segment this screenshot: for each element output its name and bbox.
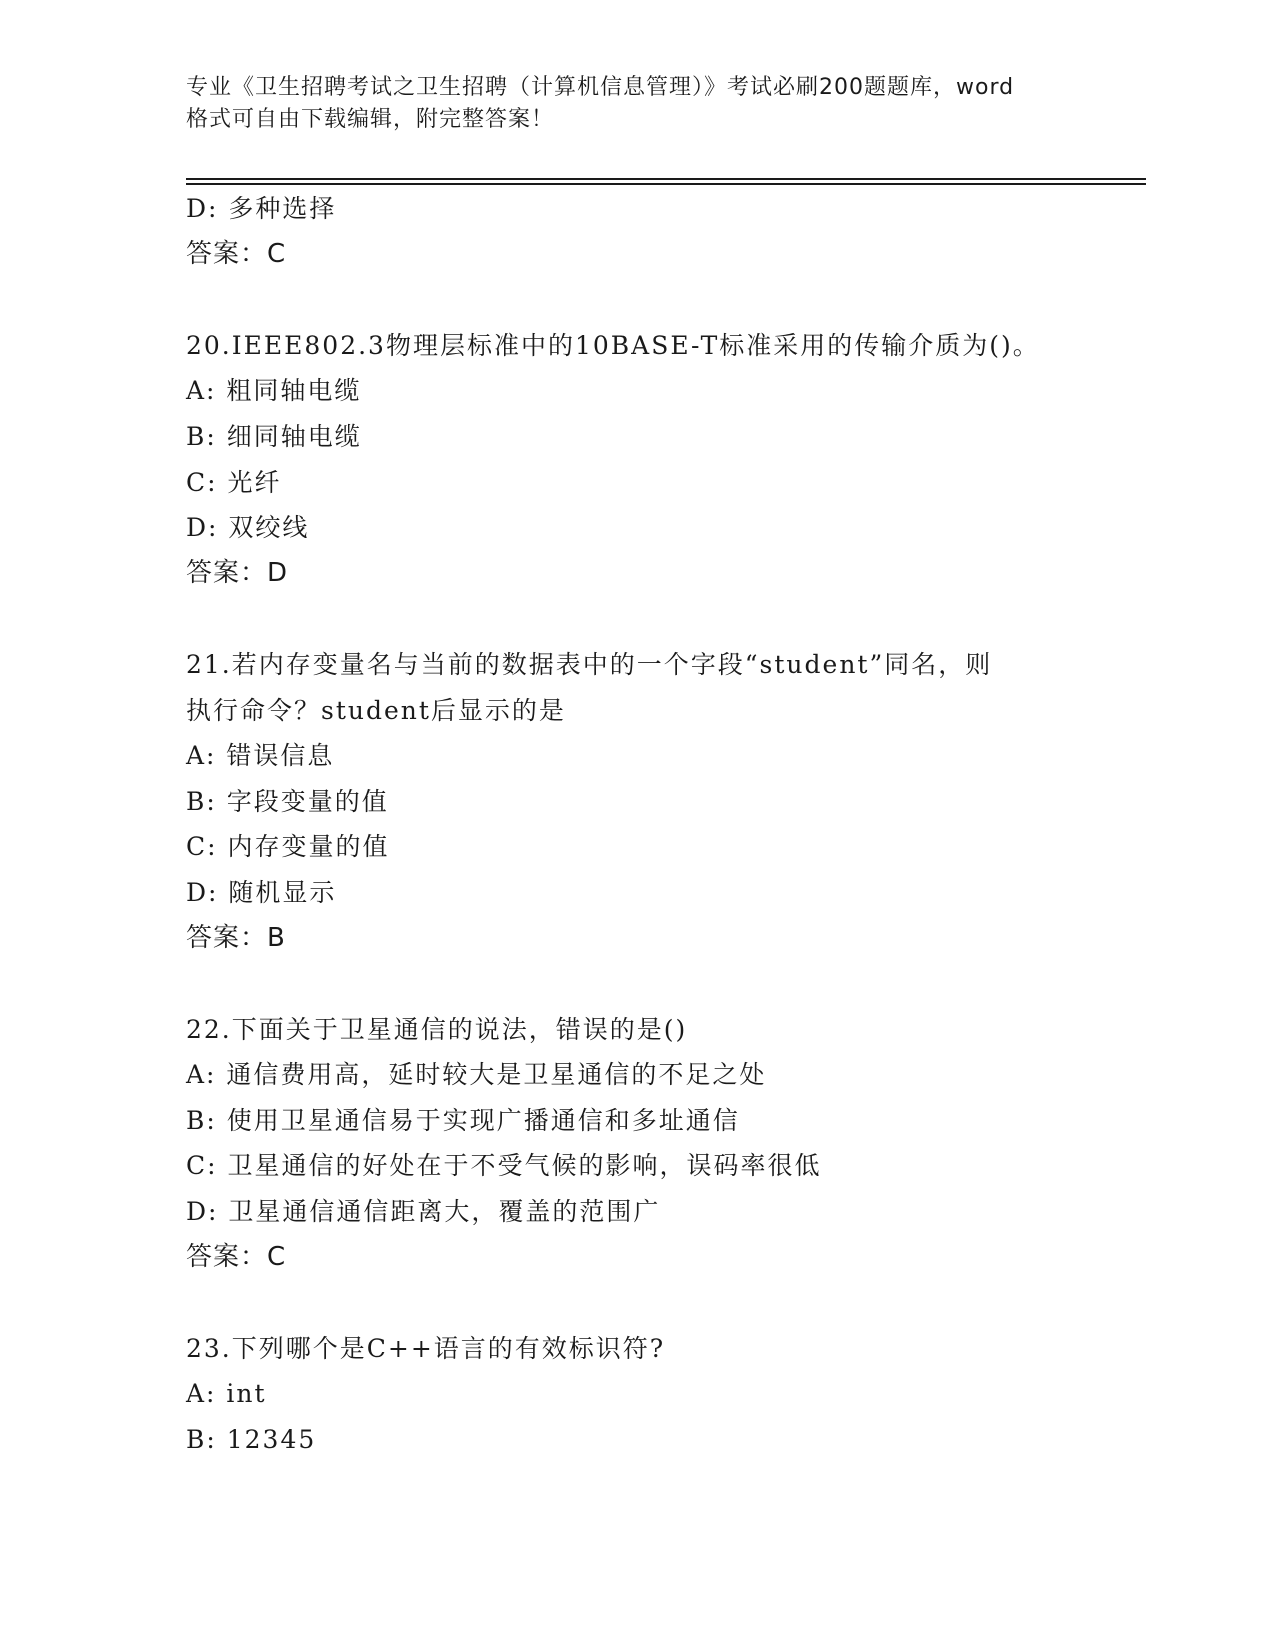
header-divider-bottom bbox=[186, 183, 1146, 185]
spacer bbox=[186, 961, 1146, 1007]
spacer bbox=[186, 277, 1146, 323]
question-22-option-c: C: 卫星通信的好处在于不受气候的影响，误码率很低 bbox=[186, 1151, 822, 1181]
question-20-answer: 答案：D bbox=[186, 557, 289, 588]
header-title-line-1: 专业《卫生招聘考试之卫生招聘（计算机信息管理）》考试必刷200题题库，word bbox=[186, 75, 1015, 100]
question-22-stem: 22.下面关于卫星通信的说法，错误的是() bbox=[186, 1014, 688, 1044]
question-19-answer: 答案：C bbox=[186, 238, 287, 269]
spacer bbox=[186, 596, 1146, 642]
question-22-option-d: D: 卫星通信通信距离大，覆盖的范围广 bbox=[186, 1197, 661, 1227]
question-23-option-b: B: 12345 bbox=[186, 1425, 317, 1455]
question-22-option-a: A: 通信费用高，延时较大是卫星通信的不足之处 bbox=[186, 1060, 767, 1090]
page-header bbox=[186, 72, 1086, 136]
question-22-option-b: B: 使用卫星通信易于实现广播通信和多址通信 bbox=[186, 1105, 740, 1135]
question-21-option-d: D: 随机显示 bbox=[186, 877, 337, 907]
question-23 bbox=[186, 1326, 1146, 1463]
question-list bbox=[186, 186, 1146, 1463]
question-20-stem: 20.IEEE802.3物理层标准中的10BASE-T标准采用的传输介质为()。 bbox=[186, 330, 1040, 360]
question-21-option-c: C: 内存变量的值 bbox=[186, 832, 390, 862]
question-20-option-a: A: 粗同轴电缆 bbox=[186, 376, 362, 406]
question-22-answer: 答案：C bbox=[186, 1241, 287, 1272]
question-19-option-d: D: 多种选择 bbox=[186, 194, 337, 223]
question-20 bbox=[186, 323, 1146, 597]
header-divider-top bbox=[186, 178, 1146, 180]
question-21-option-a: A: 错误信息 bbox=[186, 741, 335, 771]
question-20-option-d: D: 双绞线 bbox=[186, 513, 310, 543]
question-21-stem-line-1: 21.若内存变量名与当前的数据表中的一个字段“student”同名，则 bbox=[186, 649, 993, 679]
question-20-option-c: C: 光纤 bbox=[186, 467, 282, 497]
header-title-line-2: 格式可自由下载编辑，附完整答案！ bbox=[186, 107, 555, 132]
question-21-stem-line-2: 执行命令？student后显示的是 bbox=[186, 695, 566, 725]
question-20-option-b: B: 细同轴电缆 bbox=[186, 421, 362, 451]
question-23-stem: 23.下列哪个是C++语言的有效标识符? bbox=[186, 1333, 666, 1363]
question-23-option-a: A: int bbox=[186, 1379, 267, 1409]
question-21-option-b: B: 字段变量的值 bbox=[186, 786, 389, 816]
spacer bbox=[186, 1280, 1146, 1326]
question-22 bbox=[186, 1007, 1146, 1281]
question-21 bbox=[186, 642, 1146, 961]
question-21-answer: 答案：B bbox=[186, 922, 286, 953]
